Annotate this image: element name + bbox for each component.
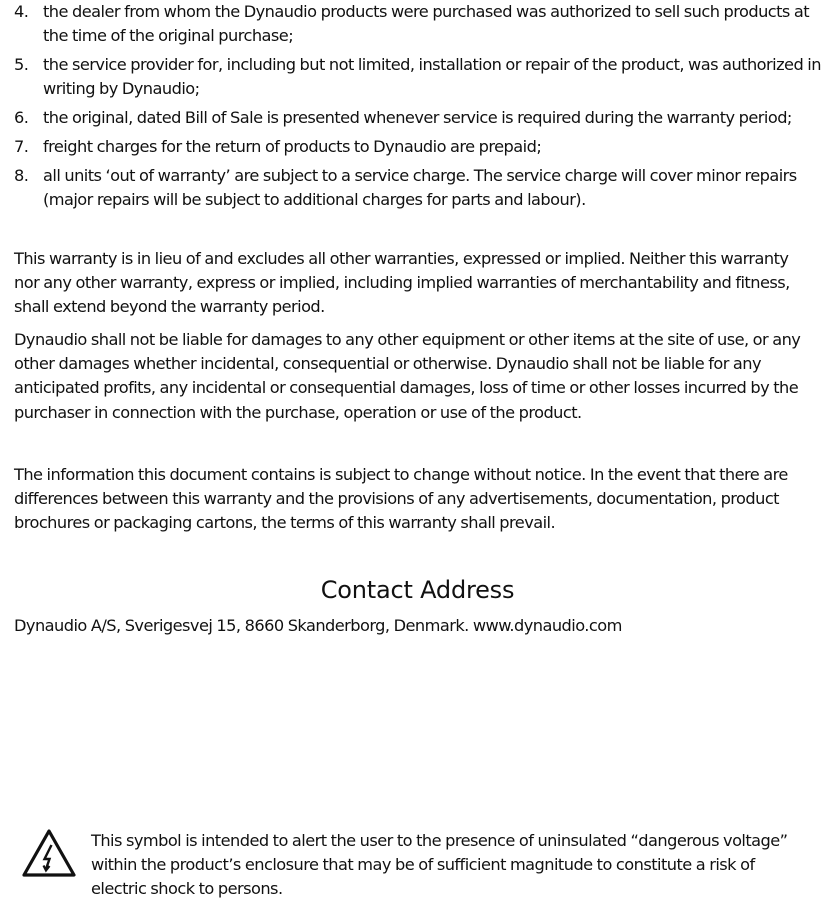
list-item [14,53,835,101]
warning-text: This symbol is intended to alert the user to the presence of uninsulated “dangerous voltage” within the product’s enclosure that may be of sufficient magnitude to constitute a risk of electric shock to persons. [91,831,788,898]
list-item-text: the service provider for, including but not limited, installation or repair of the product, was authorized in writing by Dynaudio; [43,55,821,98]
list-item-number: 6. [14,108,29,127]
liability-paragraph: Dynaudio shall not be liable for damages to any other equipment or other items at the site of use, or any other damages whether incidental, consequential or otherwise. Dynaudio shall not be liable for any anticipated profits, any incidental or consequential damages, loss of time or other losses incurred by the purchaser in connection with the purchase, operation or use of the product. [14,330,801,422]
change-notice-paragraph: The information this document contains is subject to change without notice. In the event that there are differences between this warranty and the provisions of any advertisements, documentation, product brochures or packaging cartons, the terms of this warranty shall prevail. [14,465,788,533]
list-item [14,135,835,159]
warranty-exclusion-paragraph: This warranty is in lieu of and excludes all other warranties, expressed or implied. Neither this warranty nor any other warranty, express or implied, including implied warranties of merchantability and fitness, shall extend beyond the warranty period. [14,249,790,317]
list-item-number: 4. [14,2,29,21]
list-item-text: the dealer from whom the Dynaudio products were purchased was authorized to sell such products at the time of the original purchase; [43,2,810,45]
contact-address-heading: Contact Address [320,576,515,604]
contact-address-line: Dynaudio A/S, Sverigesvej 15, 8660 Skanderborg, Denmark. www.dynaudio.com [14,616,622,635]
list-item [14,164,835,212]
list-item-text: all units ‘out of warranty’ are subject to a service charge. The service charge will cover minor repairs (major repairs will be subject to additional charges for parts and labour). [43,166,797,209]
list-item [14,106,835,130]
list-item-number: 8. [14,166,29,185]
list-item [14,0,835,48]
list-item-number: 5. [14,55,29,74]
list-item-number: 7. [14,137,29,156]
list-item-text: the original, dated Bill of Sale is presented whenever service is required during the warranty period; [43,108,792,127]
warranty-conditions-list [14,0,835,217]
list-item-text: freight charges for the return of products to Dynaudio are prepaid; [43,137,542,156]
electric-shock-warning-icon [22,829,76,877]
